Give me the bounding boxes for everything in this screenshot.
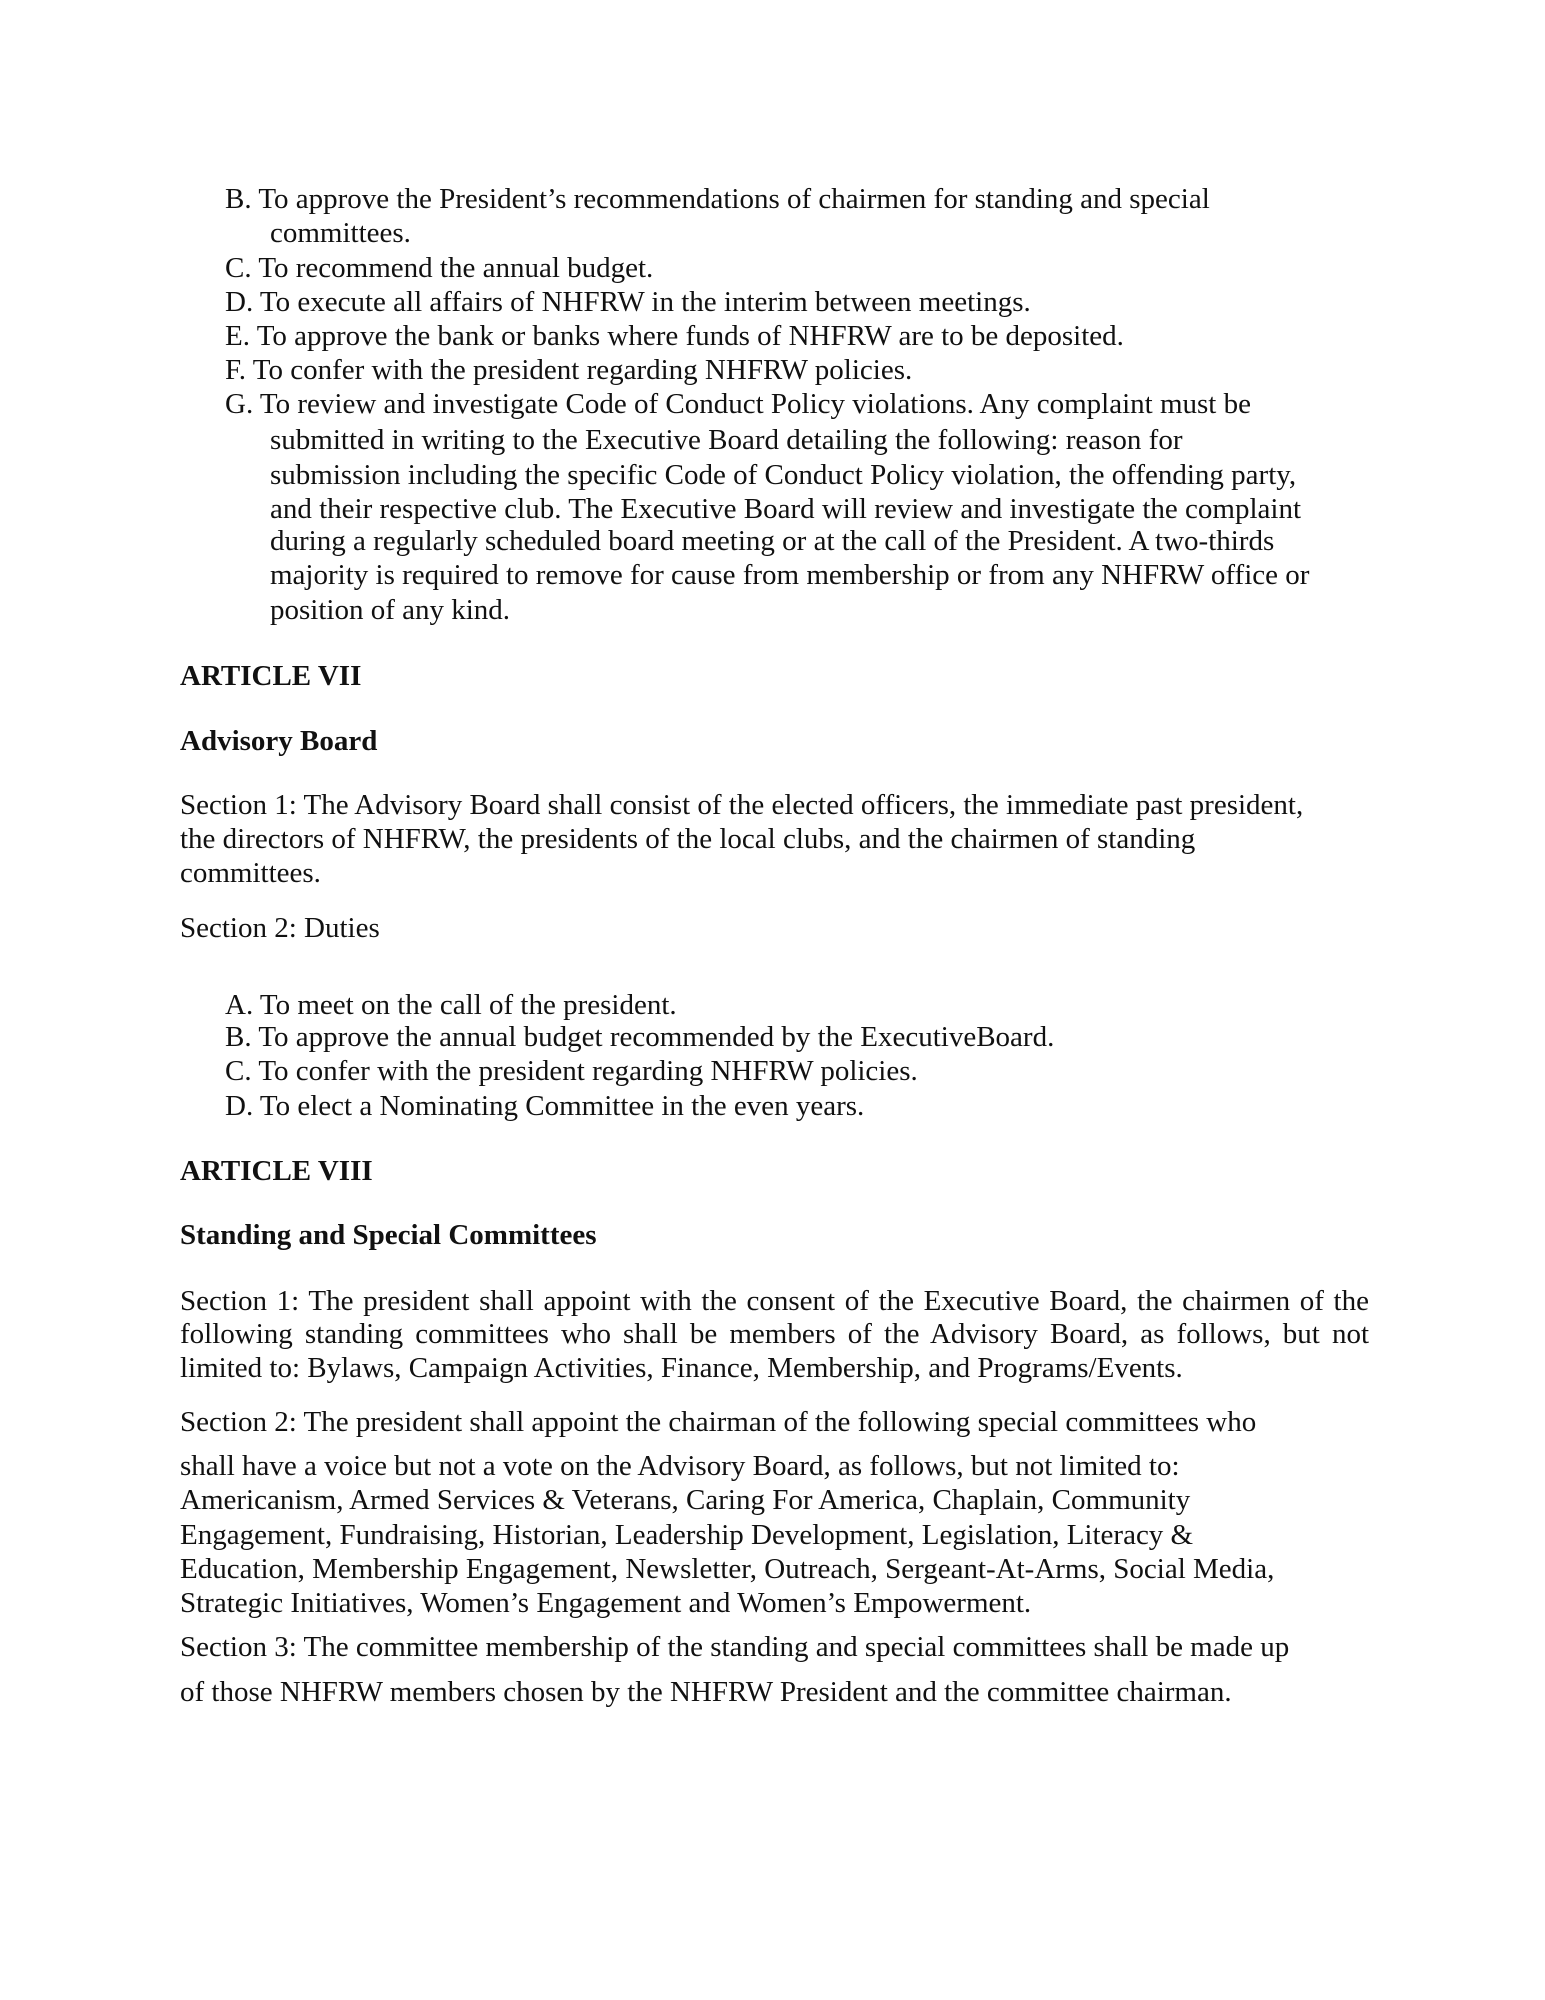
list-item-g-cont: submission including the specific Code of Conduct Policy violation, the offending party, (270, 459, 1297, 491)
article-heading: ARTICLE VIII (180, 1155, 373, 1187)
section-text: following standing committees who shall be members of the Advisory Board, as follows, but not (180, 1318, 1369, 1350)
article-heading: ARTICLE VII (180, 660, 362, 692)
list-item-b: B. To approve the President’s recommendations of chairmen for standing and special (225, 183, 1210, 215)
list-item-g: G. To review and investigate Code of Conduct Policy violations. Any complaint must be (225, 388, 1251, 420)
section-text: Section 3: The committee membership of the standing and special committees shall be made up (180, 1631, 1290, 1663)
list-item-d: D. To execute all affairs of NHFRW in the interim between meetings. (225, 286, 1031, 318)
list-item-g-cont: majority is required to remove for cause from membership or from any NHFRW office or (270, 559, 1310, 591)
section-text: Section 1: The Advisory Board shall consist of the elected officers, the immediate past president, (180, 789, 1304, 821)
article-title: Advisory Board (180, 725, 378, 757)
section-text: Section 2: The president shall appoint the chairman of the following special committees who (180, 1406, 1257, 1438)
duty-item: A. To meet on the call of the president. (225, 989, 677, 1021)
duty-item: B. To approve the annual budget recommended by the ExecutiveBoard. (225, 1021, 1055, 1053)
duty-item: D. To elect a Nominating Committee in the even years. (225, 1090, 865, 1122)
section-text: limited to: Bylaws, Campaign Activities, Finance, Membership, and Programs/Events. (180, 1352, 1183, 1384)
section-text: Engagement, Fundraising, Historian, Leadership Development, Legislation, Literacy & (180, 1519, 1194, 1551)
section-text: committees. (180, 857, 321, 889)
section-text: Americanism, Armed Services & Veterans, Caring For America, Chaplain, Community (180, 1484, 1191, 1516)
section-text: Section 2: Duties (180, 912, 380, 944)
list-item-b-cont: committees. (270, 217, 411, 249)
list-item-c: C. To recommend the annual budget. (225, 252, 654, 284)
section-text: Education, Membership Engagement, Newsletter, Outreach, Sergeant-At-Arms, Social Media, (180, 1553, 1275, 1585)
list-item-g-cont: during a regularly scheduled board meeting or at the call of the President. A two-thirds (270, 525, 1275, 557)
duty-item: C. To confer with the president regarding NHFRW policies. (225, 1055, 918, 1087)
section-text: of those NHFRW members chosen by the NHFRW President and the committee chairman. (180, 1676, 1232, 1708)
list-item-f: F. To confer with the president regarding NHFRW policies. (225, 354, 913, 386)
section-text: the directors of NHFRW, the presidents of the local clubs, and the chairmen of standing (180, 823, 1196, 855)
section-text: shall have a voice but not a vote on the Advisory Board, as follows, but not limited to: (180, 1450, 1180, 1482)
section-text: Section 1: The president shall appoint with the consent of the Executive Board, the chairmen of the (180, 1285, 1369, 1317)
list-item-e: E. To approve the bank or banks where funds of NHFRW are to be deposited. (225, 320, 1124, 352)
section-text: Strategic Initiatives, Women’s Engagement and Women’s Empowerment. (180, 1587, 1032, 1619)
list-item-g-cont: and their respective club. The Executive Board will review and investigate the complaint (270, 493, 1302, 525)
list-item-g-cont: submitted in writing to the Executive Board detailing the following: reason for (270, 424, 1183, 456)
list-item-g-cont: position of any kind. (270, 594, 511, 626)
article-title: Standing and Special Committees (180, 1219, 597, 1251)
